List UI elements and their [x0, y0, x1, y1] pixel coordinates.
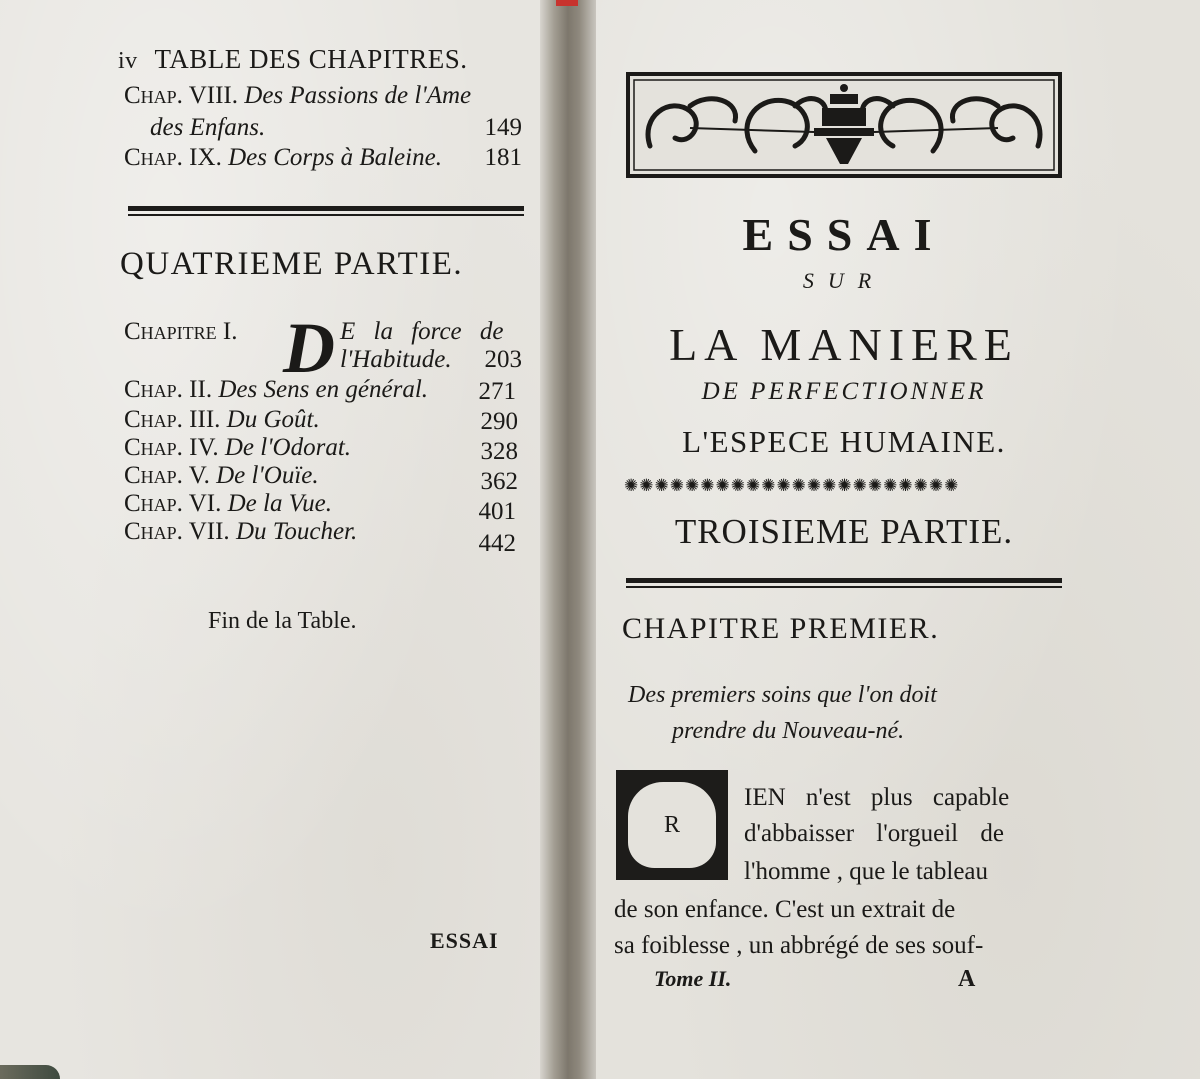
toc-entry-chap-vii — [124, 518, 357, 546]
double-rule-divider — [128, 206, 524, 216]
part-title-troisieme: TROISIEME PARTIE. — [674, 512, 1014, 551]
toc-page-number: 442 — [478, 530, 516, 557]
toc-title: Des Corps à Baleine. — [228, 144, 442, 171]
toc-label-chapitre-i: Chapitre I. — [124, 318, 238, 345]
body-line-2: d'abbaisser l'orgueil de — [744, 820, 1004, 847]
title-essai: ESSAI — [742, 209, 946, 260]
running-head-title: TABLE DES CHAPITRES. — [154, 44, 468, 74]
toc-page-number: 328 — [480, 438, 518, 465]
toc-title-cont: l'Habitude. — [340, 346, 452, 373]
decorated-dropcap — [616, 770, 728, 880]
scroll-urn-ornament-icon — [630, 76, 1058, 174]
toc-page-number: 181 — [484, 144, 522, 171]
body-line-1: IEN n'est plus capable — [744, 784, 1010, 811]
body-line-3: l'homme , que le tableau — [744, 858, 989, 885]
toc-label: Chap. IV. — [124, 434, 219, 461]
toc-title: E la force de — [340, 318, 504, 345]
toc-entry-chap-iii — [124, 406, 320, 434]
toc-label: Chap. VII. — [124, 518, 230, 545]
toc-page-number: 362 — [480, 468, 518, 495]
chapter-title: CHAPITRE PREMIER. — [622, 612, 940, 645]
toc-label: Chap. VIII. — [124, 82, 239, 109]
toc-entry-chap-v — [124, 462, 319, 490]
ornamental-headpiece — [626, 72, 1062, 178]
toc-page-number: 290 — [480, 408, 518, 435]
title-de-perfectionner: DE PERFECTIONNER — [701, 378, 987, 405]
toc-page-number: 401 — [478, 498, 516, 525]
star-ornament-row: ✺✺✺✺✺✺✺✺✺✺✺✺✺✺✺✺✺✺✺✺✺✺ — [624, 476, 960, 495]
toc-label: Chap. VI. — [124, 490, 222, 517]
body-line-4: de son enfance. C'est un extrait de — [614, 896, 956, 923]
title-la-maniere: LA MANIERE — [669, 319, 1019, 370]
toc-title: De l'Ouïe. — [216, 462, 319, 489]
title-espece-humaine: L'ESPECE HUMAINE. — [682, 424, 1006, 459]
end-of-table-note: Fin de la Table. — [208, 608, 357, 634]
running-head — [118, 44, 468, 75]
toc-page-number: 203 — [484, 346, 522, 373]
toc-title: Du Toucher. — [235, 518, 358, 545]
toc-label: Chap. II. — [124, 376, 213, 403]
toc-label: Chap. V. — [124, 462, 210, 489]
dropcap-d: D — [283, 308, 335, 388]
toc-title: Du Goût. — [226, 406, 320, 433]
toc-title: Des Sens en général. — [218, 376, 429, 403]
toc-entry-chap-viii — [124, 82, 471, 110]
book-gutter — [540, 0, 596, 1079]
toc-title: De l'Odorat. — [224, 434, 352, 461]
toc-page-number: 149 — [484, 114, 522, 141]
toc-label: Chap. IX. — [124, 144, 222, 171]
toc-title: De la Vue. — [227, 490, 332, 517]
toc-entry-chap-iv — [124, 434, 351, 462]
dropcap-letter: R — [628, 782, 716, 868]
red-ribbon — [556, 0, 578, 6]
chapter-subtitle-line1: Des premiers soins que l'on doit — [628, 682, 937, 708]
toc-page-number: 271 — [478, 378, 516, 405]
volume-signature: Tome II. — [654, 966, 732, 991]
double-rule-divider — [626, 578, 1062, 588]
body-line-5: sa foiblesse , un abbrégé de ses souf- — [614, 932, 984, 959]
title-sur: SUR — [802, 268, 886, 293]
binding-corner — [0, 1065, 60, 1079]
toc-entry-chap-ix — [124, 144, 442, 172]
gathering-signature: A — [958, 966, 976, 992]
toc-entry-chap-ii — [124, 376, 428, 404]
part-title-quatrieme: QUATRIEME PARTIE. — [120, 246, 464, 282]
catchword: ESSAI — [430, 928, 499, 953]
toc-label: Chap. III. — [124, 406, 221, 433]
chapter-subtitle-line2: prendre du Nouveau-né. — [672, 718, 905, 744]
toc-entry-chap-vi — [124, 490, 332, 518]
page-number: iv — [118, 48, 138, 74]
toc-title: Des Passions de l'Ame — [244, 82, 472, 109]
toc-entry-chap-viii-cont: des Enfans. — [150, 114, 266, 141]
